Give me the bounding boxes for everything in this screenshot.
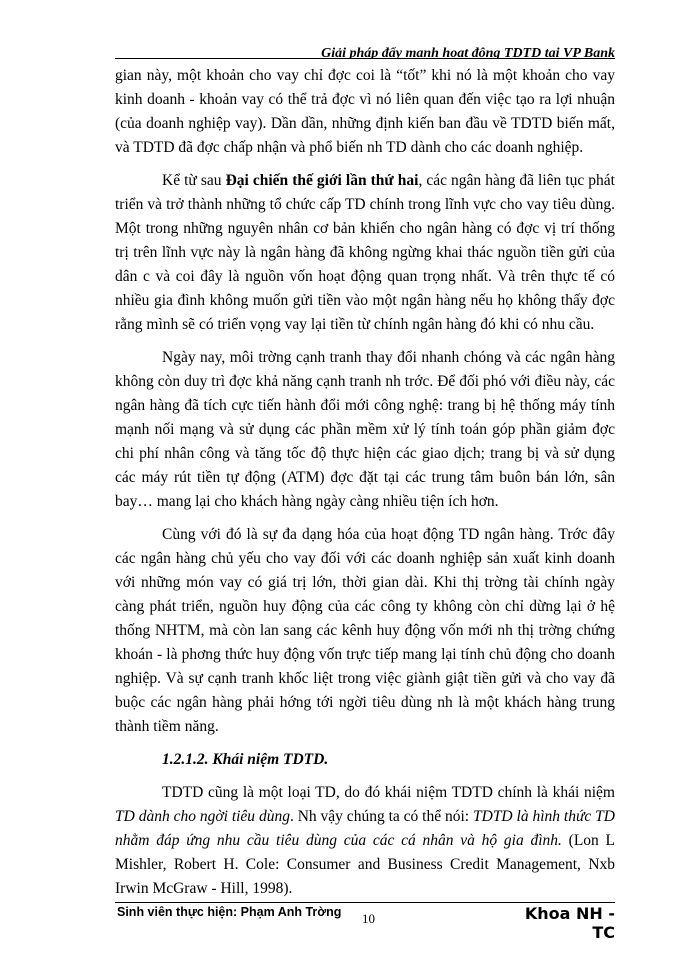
paragraph-2-bold: Đại chiến thế giới lần thứ hai xyxy=(225,172,419,189)
paragraph-5-italic-term: TD dành cho ngời tiêu dùng xyxy=(115,808,290,825)
paragraph-5-c: . Nh vậy chúng ta có thể nói: xyxy=(289,808,473,825)
paragraph-5-a: TDTD cũng là một loại TD, do đó khái niệm TDTD chính là khái niệm xyxy=(162,784,615,801)
paragraph-4: Cùng với đó là sự đa dạng hóa của hoạt động TD ngân hàng. Trớc đây các ngân hàng chủ yếu cho vay đối với các doanh nghiệp sản xuất kinh doanh với những món vay có giá trị lớn, thời gian dài. Khi thị trờng tài chính ngày càng phát triển, nguồn huy động của các công ty không còn chỉ dừng lại ở hệ thống NHTM, mà còn lan sang các kênh huy động vốn mới nh thị trờng chứng khoán - là phơng thức huy động vốn trực tiếp mang lại tính chủ động cho doanh nghiệp. Và sự cạnh tranh khốc liệt trong việc giành giật tiền gửi và cho vay đã buộc các ngân hàng phải hớng tới ngời tiêu dùng nh là một khách hàng trung thành tiềm năng. xyxy=(115,526,615,735)
paragraph-5 xyxy=(115,781,615,901)
document-body xyxy=(115,64,615,910)
paragraph-2-lead: Kể từ sau xyxy=(162,172,226,189)
paragraph-2-rest: , các ngân hàng đã liên tục phát triển và trở thành những tổ chức cấp TD chính trong lĩnh vực cho vay tiêu dùng. Một trong những nguyên nhân cơ bản khiến cho ngân hàng có đợc vị trí thống trị trên lĩnh vực này là ngân hàng đã không ngừng khai thác nguồn tiền gửi của dân c và coi đây là nguồn vốn hoạt động quan trọng nhất. Và trên thực tế có nhiều gia đình không muốn gửi tiền vào một ngân hàng nếu họ không thấy đợc rằng mình sẽ có triển vọng vay lại tiền từ chính ngân hàng đó khi có nhu cầu. xyxy=(115,172,615,333)
section-heading: 1.2.1.2. Khái niệm TDTD. xyxy=(162,751,329,768)
paragraph-1: gian này, một khoản cho vay chỉ đợc coi là “tốt” khi nó là một khoản cho vay kinh doanh - khoản vay có thể trả đợc vì nó liên quan đến việc tạo ra lợi nhuận (của doanh nghiệp vay). Dần dần, những định kiến ban đầu về TDTD biến mất, và TDTD đã đợc chấp nhận và phổ biến nh TD dành cho các doanh nghiệp. xyxy=(115,67,615,156)
running-header-title: Giải pháp đẩy mạnh hoạt động TDTD tại VP Bank xyxy=(321,46,615,59)
footer-divider xyxy=(115,902,615,903)
paragraph-2 xyxy=(115,169,615,337)
paragraph-5-italic-definition: TDTD là hình thức TD nhằm đáp ứng nhu cầu tiêu dùng của các cá nhân và hộ gia đình. xyxy=(115,808,615,849)
paragraph-5-citation: (Lon L Mishler, Robert H. Cole: Consumer and Business Credit Management, Nxb Irwin McGraw - Hill, 1998). xyxy=(115,832,616,897)
page-number: 10 xyxy=(362,911,375,926)
paragraph-3: Ngày nay, môi trờng cạnh tranh thay đổi nhanh chóng và các ngân hàng không còn duy trì đợc khả năng cạnh tranh nh trớc. Để đối phó với điều này, các ngân hàng đã tích cực tiến hành đổi mới công nghệ: trang bị hệ thống máy tính mạnh nối mạng và sử dụng các phần mềm xử lý tính toán góp phần giảm đợc chi phí nhân công và tăng tốc độ thực hiện các giao dịch; trang bị và sử dụng các máy rút tiền tự động (ATM) đợc đặt tại các trung tâm buôn bán lớn, sân bay… mang lại cho khách hàng ngày càng nhiều tiện ích hơn. xyxy=(115,349,615,510)
footer-faculty: Khoa NH - TC xyxy=(524,904,615,942)
footer-student: Sinh viên thực hiện: Phạm Anh Trờng xyxy=(117,905,342,919)
header-divider xyxy=(115,58,615,59)
